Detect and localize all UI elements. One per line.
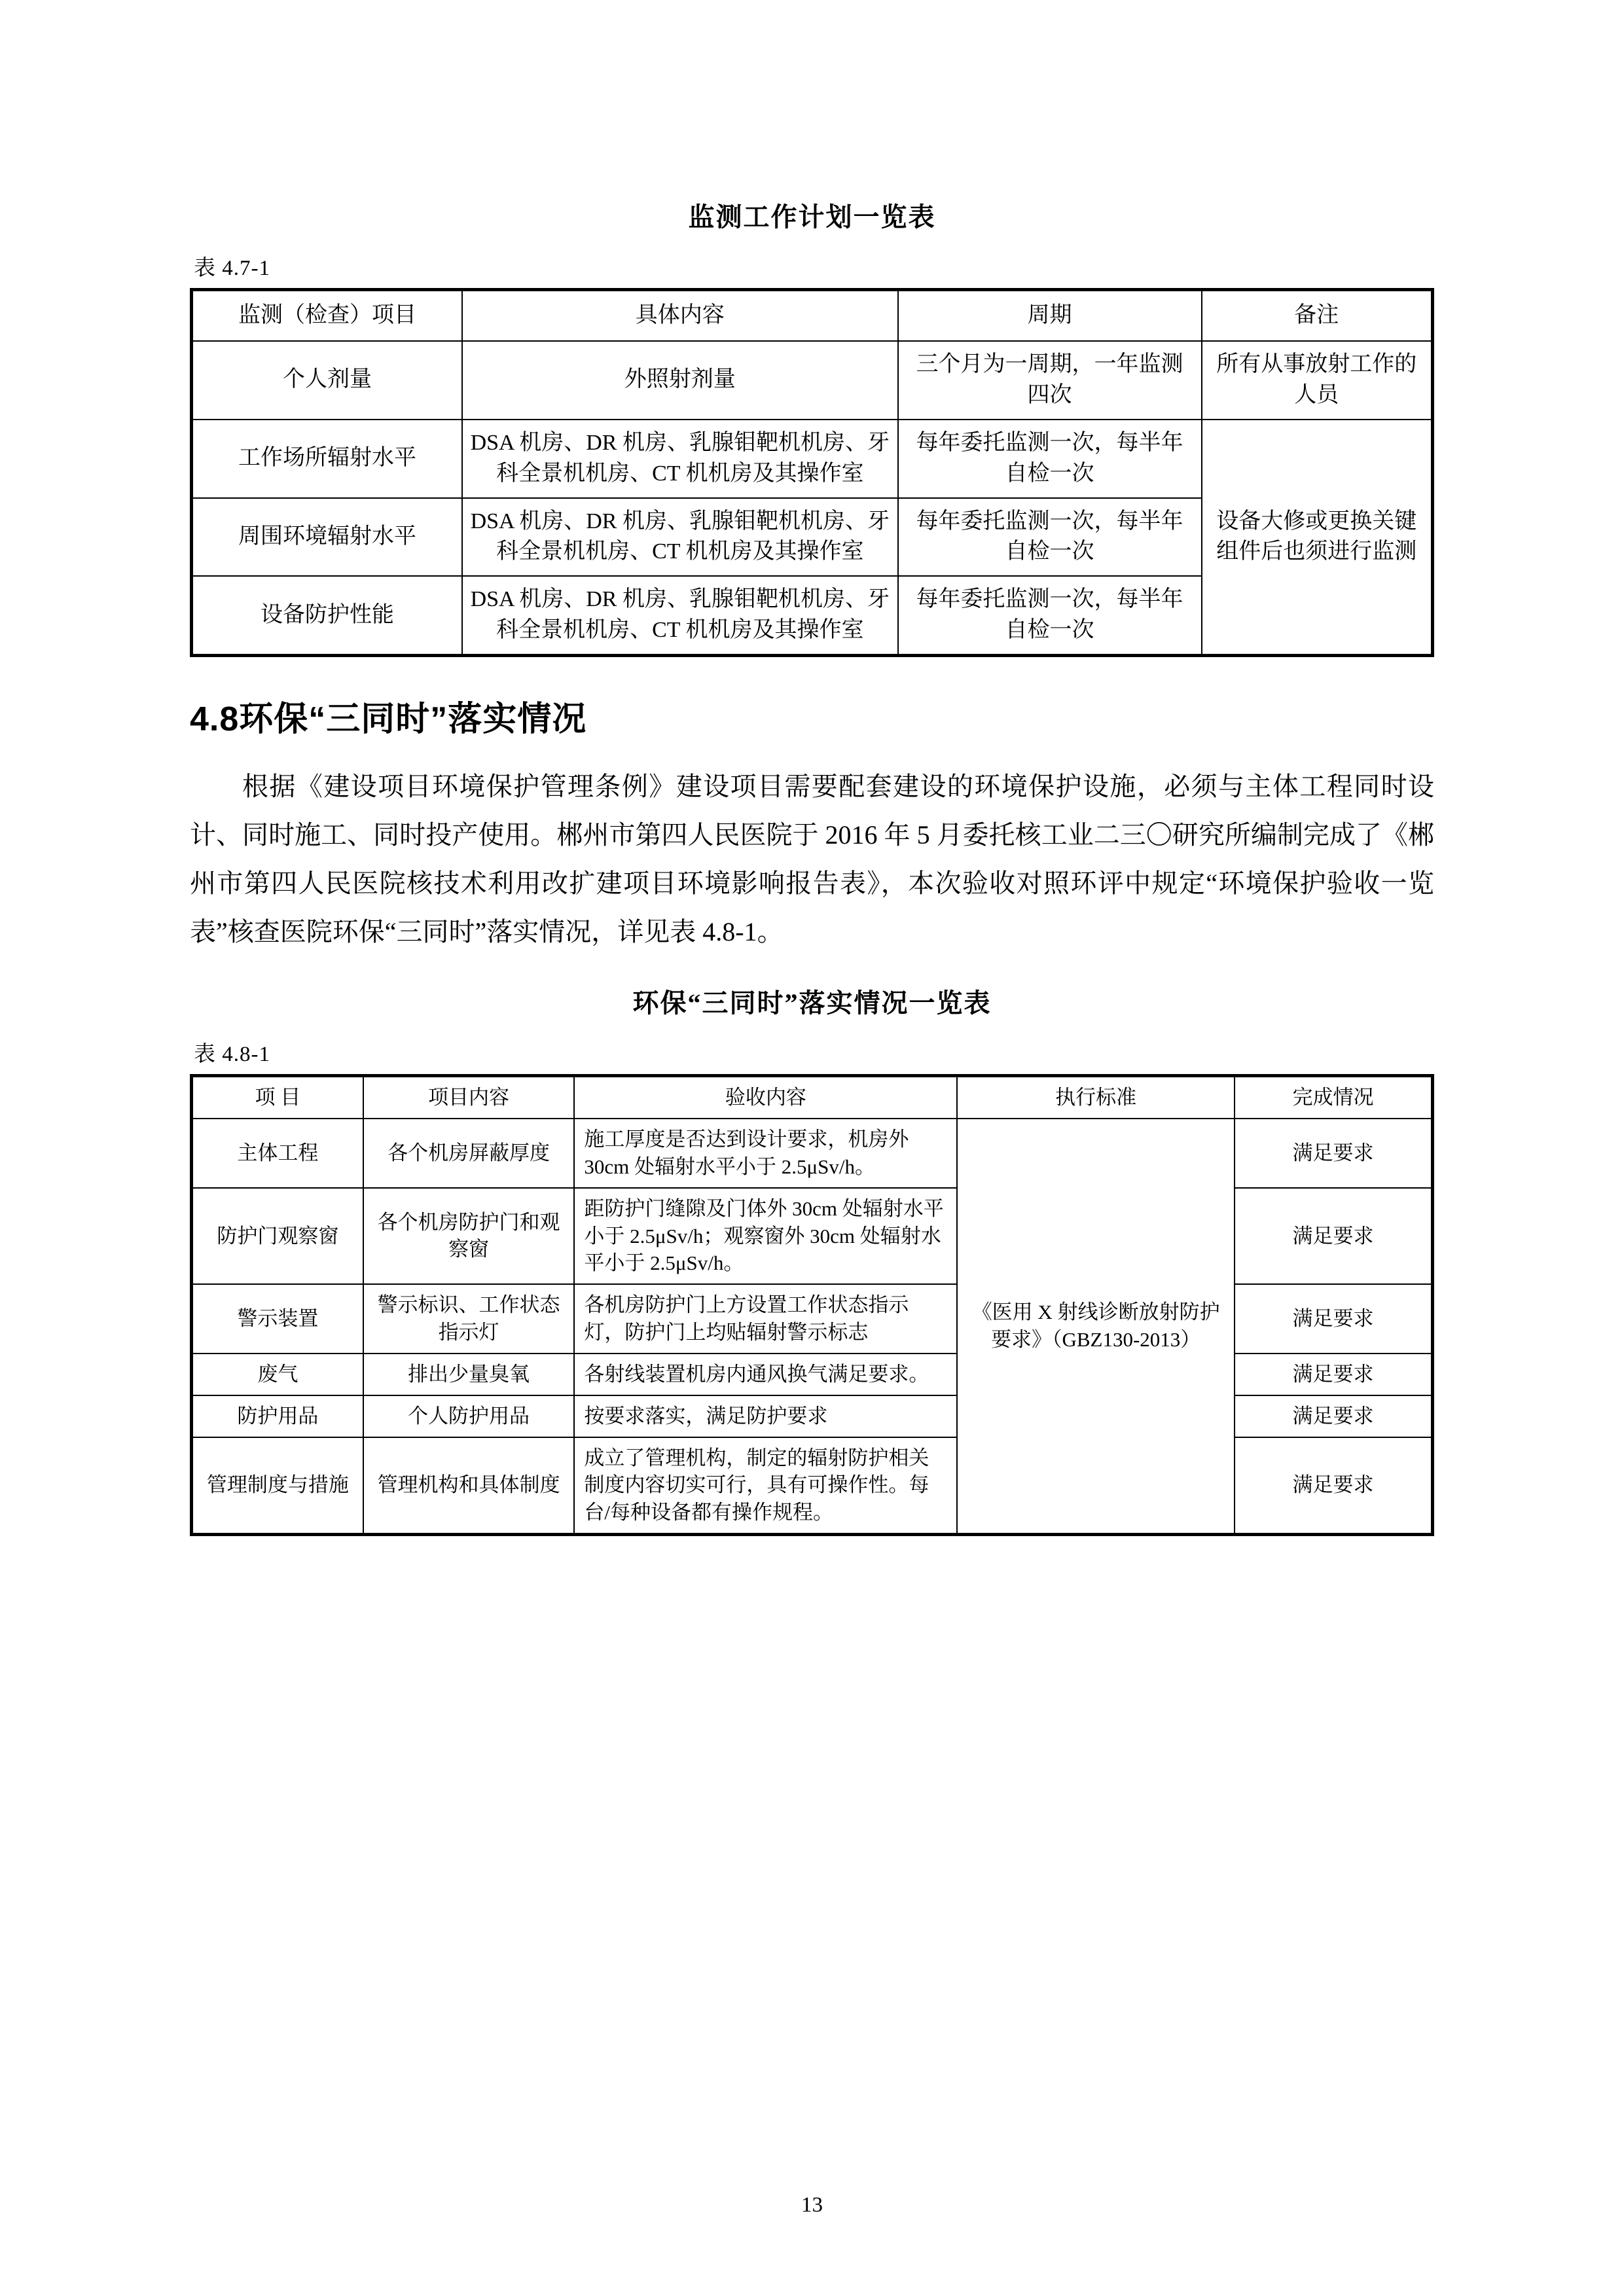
table2-r1-accept: 距防护门缝隙及门体外 30cm 处辐射水平小于 2.5μSv/h；观察窗外 30cm 处辐射水平小于 2.5μSv/h。 [574,1188,957,1285]
table2-r5-status: 满足要求 [1235,1437,1433,1535]
table2-r2-status: 满足要求 [1235,1284,1433,1354]
table1-header-note: 备注 [1202,290,1433,341]
table1-r0-note: 所有从事放射工作的人员 [1202,341,1433,420]
table1-r2-period: 每年委托监测一次，每半年自检一次 [898,498,1202,577]
table2-r1-status: 满足要求 [1235,1188,1433,1285]
table2-r3-status: 满足要求 [1235,1354,1433,1395]
table1-r2-item: 周围环境辐射水平 [192,498,462,577]
table2-r2-item: 警示装置 [192,1284,363,1354]
three-simultaneous-table [190,1074,1434,1536]
section-paragraph: 根据《建设项目环境保护管理条例》建设项目需要配套建设的环境保护设施，必须与主体工程同时设计、同时施工、同时投产使用。郴州市第四人民医院于 2016 年 5 月委托核工业二三〇研究所编制完成了《郴州市第四人民医院核技术利用改扩建项目环境影响报告表》，本次验收对照环评中规定“环境保护验收一览表”核查医院环保“三同时”落实情况，详见表 4.8-1。 [190,772,1434,947]
table2-r0-accept: 施工厚度是否达到设计要求，机房外 30cm 处辐射水平小于 2.5μSv/h。 [574,1119,957,1188]
table2-r1-content: 各个机房防护门和观察窗 [363,1188,575,1285]
table2-title: 环保“三同时”落实情况一览表 [632,988,992,1018]
table-row [192,420,1433,498]
table1-r1-period: 每年委托监测一次，每半年自检一次 [898,420,1202,498]
table1-header-content: 具体内容 [462,290,898,341]
table2-r2-accept: 各机房防护门上方设置工作状态指示灯，防护门上均贴辐射警示标志 [574,1284,957,1354]
table2-standard-merged: 《医用 X 射线诊断放射防护要求》（GBZ130-2013） [957,1119,1235,1535]
page-number: 13 [801,2193,823,2217]
table2-header-item: 项 目 [192,1076,363,1119]
table1-header-period: 周期 [898,290,1202,341]
table-row [192,1354,1433,1395]
table2-r5-content: 管理机构和具体制度 [363,1437,575,1535]
table2-r4-item: 防护用品 [192,1395,363,1437]
table2-r4-content: 个人防护用品 [363,1395,575,1437]
table2-header-standard: 执行标准 [957,1076,1235,1119]
table2-r3-item: 废气 [192,1354,363,1395]
table2-header-accept: 验收内容 [574,1076,957,1119]
table1-r1-item: 工作场所辐射水平 [192,420,462,498]
table1-r3-period: 每年委托监测一次，每半年自检一次 [898,576,1202,655]
table2-r5-item: 管理制度与措施 [192,1437,363,1535]
table2-r5-accept: 成立了管理机构，制定的辐射防护相关制度内容切实可行，具有可操作性。每台/每种设备都有操作规程。 [574,1437,957,1535]
table-row [192,1119,1433,1188]
section-heading-4-8: 4.8环保“三同时”落实情况 [190,700,587,739]
table2-header-status: 完成情况 [1235,1076,1433,1119]
table2-header-content: 项目内容 [363,1076,575,1119]
table1-r0-item: 个人剂量 [192,341,462,420]
monitoring-plan-table [190,288,1434,657]
table-row [192,1188,1433,1285]
table2-r3-accept: 各射线装置机房内通风换气满足要求。 [574,1354,957,1395]
table2-r2-content: 警示标识、工作状态指示灯 [363,1284,575,1354]
table1-r3-item: 设备防护性能 [192,576,462,655]
table1-r1-content: DSA 机房、DR 机房、乳腺钼靶机机房、牙科全景机机房、CT 机机房及其操作室 [462,420,898,498]
table1-r0-content: 外照射剂量 [462,341,898,420]
table2-r1-item: 防护门观察窗 [192,1188,363,1285]
table2-r0-content: 各个机房屏蔽厚度 [363,1119,575,1188]
table2-r3-content: 排出少量臭氧 [363,1354,575,1395]
table-row [192,1437,1433,1535]
table1-r3-content: DSA 机房、DR 机房、乳腺钼靶机机房、牙科全景机机房、CT 机机房及其操作室 [462,576,898,655]
table1-r2-content: DSA 机房、DR 机房、乳腺钼靶机机房、牙科全景机机房、CT 机机房及其操作室 [462,498,898,577]
table2-r4-status: 满足要求 [1235,1395,1433,1437]
table2-r0-item: 主体工程 [192,1119,363,1188]
table2-r4-accept: 按要求落实，满足防护要求 [574,1395,957,1437]
table2-label: 表 4.8-1 [194,1043,270,1067]
table-row [192,341,1433,420]
table1-note-merged: 设备大修或更换关键组件后也须进行监测 [1202,420,1433,656]
table1-label: 表 4.7-1 [194,257,270,280]
table2-r0-status: 满足要求 [1235,1119,1433,1188]
table-header-row [192,1076,1433,1119]
table1-header-item: 监测（检查）项目 [192,290,462,341]
table-row [192,1395,1433,1437]
table-header-row [192,290,1433,341]
table-row [192,1284,1433,1354]
table1-title: 监测工作计划一览表 [688,202,936,232]
table1-r0-period: 三个月为一周期，一年监测四次 [898,341,1202,420]
